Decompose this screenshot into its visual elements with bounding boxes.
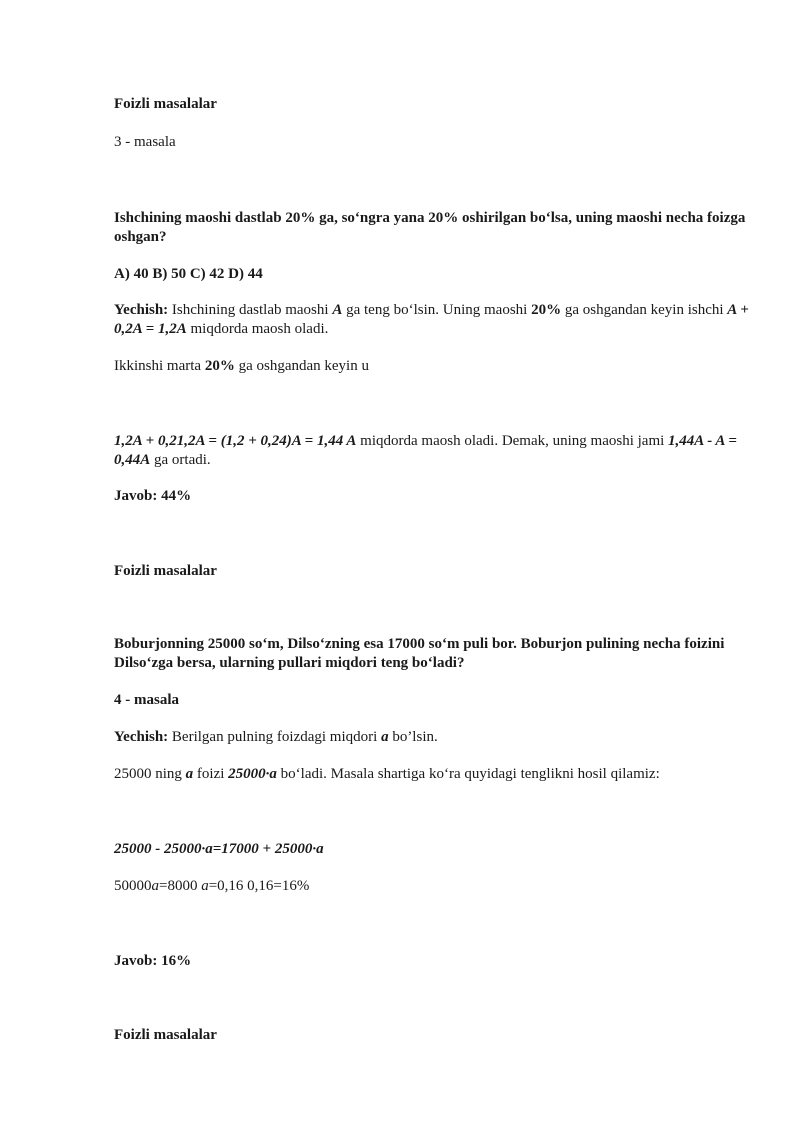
section-heading: Foizli masalalar <box>114 96 217 112</box>
solution-label: Yechish: <box>114 302 169 318</box>
calculation <box>114 877 754 896</box>
section-heading: Foizli masalalar <box>114 1027 217 1043</box>
problem-question: Ishchining maoshi dastlab 20% ga, so‘ngra yana 20% oshirilgan bo‘lsa, uning maoshi necha foizga oshgan? <box>114 210 746 245</box>
second-increase-paragraph <box>114 357 754 376</box>
math-expression: 25000·a <box>228 766 277 782</box>
solution-text: ga oshgandan keyin ishchi <box>561 302 728 318</box>
calc-text: =8000 <box>159 878 202 894</box>
paragraph-text: ga ortadi. <box>150 452 211 468</box>
equation: 25000 - 25000·a=17000 + 25000·a <box>114 841 324 857</box>
condition-paragraph <box>114 765 754 784</box>
result-paragraph <box>114 432 754 470</box>
paragraph-text: Ikkinshi marta <box>114 358 205 374</box>
percent-value: 20% <box>204 358 235 374</box>
solution-text: miqdorda maosh oladi. <box>186 321 329 337</box>
answer: Javob: 44% <box>114 488 192 504</box>
answer: Javob: 16% <box>114 953 192 969</box>
calc-text: 50000 <box>114 878 152 894</box>
calc-text: =0,16 0,16=16% <box>208 878 310 894</box>
variable: a <box>201 878 209 894</box>
answer-options: A) 40 B) 50 C) 42 D) 44 <box>114 266 263 282</box>
problem-number: 4 - masala <box>114 692 179 708</box>
solution-paragraph <box>114 728 754 747</box>
paragraph-text: ga oshgandan keyin u <box>234 358 369 374</box>
problem-question: Boburjonning 25000 so‘m, Dilso‘zning esa 17000 so‘m puli bor. Boburjon pulining necha foizini Dilso‘zga bersa, ularning pullari miqdori teng bo‘ladi? <box>114 636 725 671</box>
variable: a <box>381 729 389 745</box>
solution-paragraph <box>114 301 754 339</box>
solution-text: ga teng bo‘lsin. Uning maoshi <box>342 302 532 318</box>
variable: a <box>151 878 159 894</box>
section-heading: Foizli masalalar <box>114 563 217 579</box>
percent-value: 20% <box>531 302 562 318</box>
paragraph-text: foizi <box>193 766 229 782</box>
solution-text: Ishchining dastlab maoshi <box>168 302 333 318</box>
paragraph-text: miqdorda maosh oladi. Demak, uning maoshi jami <box>356 433 669 449</box>
solution-label: Yechish: <box>114 729 169 745</box>
paragraph-text: 25000 ning <box>114 766 186 782</box>
variable: a <box>185 766 194 782</box>
problem-number: 3 - masala <box>114 134 176 150</box>
math-expression: 1,2A + 0,21,2A = (1,2 + 0,24)A = 1,44 A <box>114 433 357 449</box>
solution-text: bo’lsin. <box>388 729 438 745</box>
paragraph-text: bo‘ladi. Masala shartiga ko‘ra quyidagi tenglikni hosil qilamiz: <box>276 766 660 782</box>
math-expression: 1,44A - A = 0,44A <box>114 433 737 468</box>
math-expression: A + 0,2A = 1,2A <box>114 302 749 337</box>
solution-text: Berilgan pulning foizdagi miqdori <box>168 729 382 745</box>
variable: A <box>332 302 343 318</box>
